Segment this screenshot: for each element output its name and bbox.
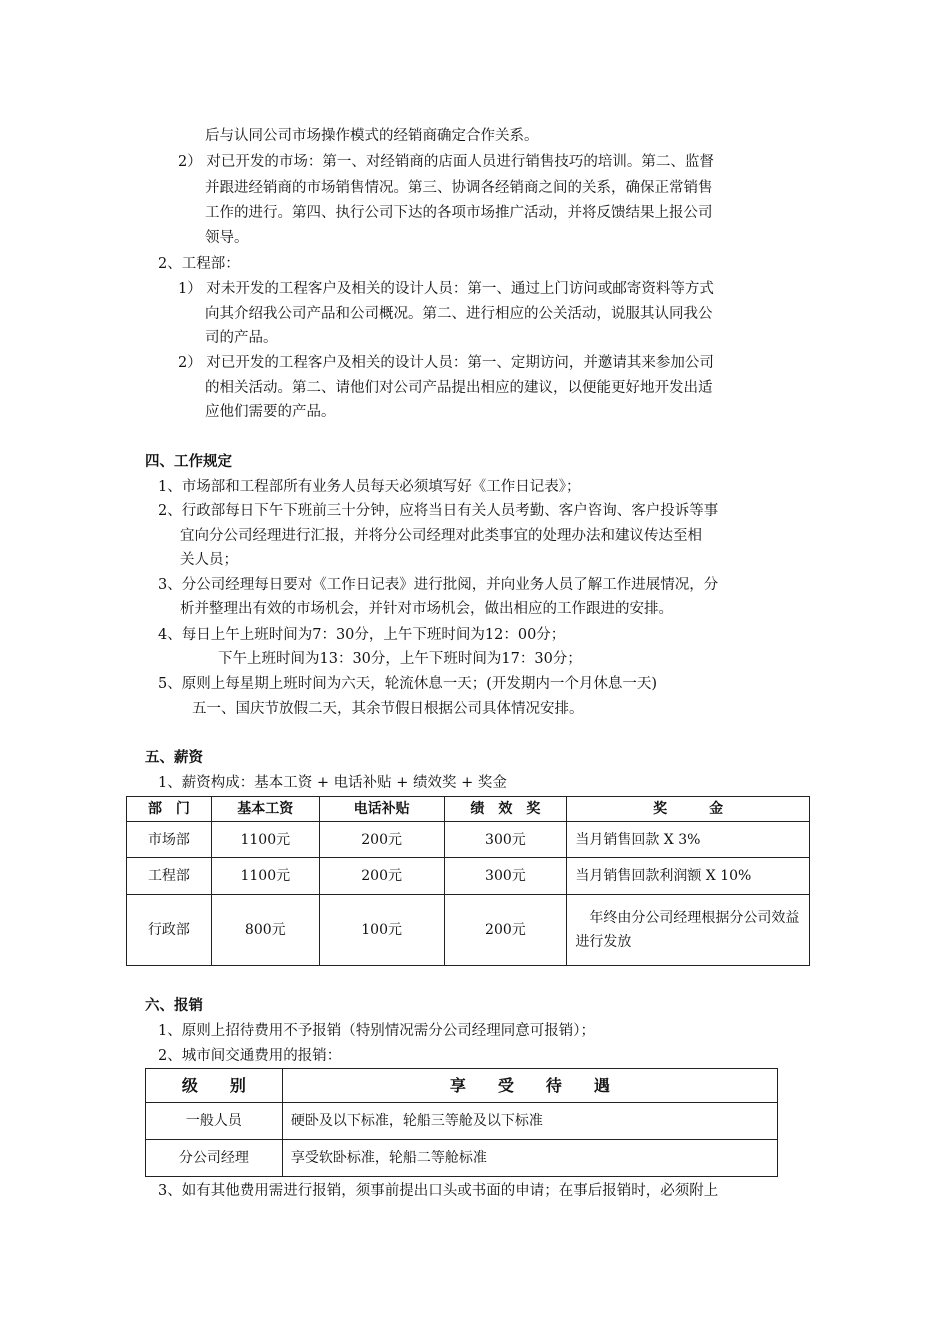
table-cell: 200元 bbox=[319, 858, 444, 895]
table-header-cell: 部 门 bbox=[127, 797, 212, 822]
table-cell: 300元 bbox=[444, 822, 567, 858]
table-header-cell: 奖 金 bbox=[567, 797, 810, 822]
table-cell: 一般人员 bbox=[146, 1103, 283, 1140]
paragraph-line: 司的产品。 bbox=[205, 330, 278, 346]
paragraph-line: 向其介绍我公司产品和公司概况。第二、进行相应的公关活动，说服其认同我公 bbox=[205, 306, 713, 322]
paragraph-line: 的相关活动。第二、请他们对公司产品提出相应的建议，以便能更好地开发出适 bbox=[205, 380, 713, 396]
table-cell: 年终由分公司经理根据分公司效益进行发放 bbox=[567, 895, 810, 966]
paragraph-line: 五一、国庆节放假二天，其余节假日根据公司具体情况安排。 bbox=[192, 701, 584, 717]
table-header-row bbox=[127, 797, 810, 822]
paragraph-line: 3、如有其他费用需进行报销，须事前提出口头或书面的申请；在事后报销时，必须附上 bbox=[158, 1183, 719, 1199]
table-row bbox=[146, 1103, 778, 1140]
paragraph-line: 1、原则上招待费用不予报销（特别情况需分公司经理同意可报销）； bbox=[158, 1023, 595, 1039]
paragraph-line: 2、行政部每日下午下班前三十分钟，应将当日有关人员考勤、客户咨询、客户投诉等事 bbox=[158, 503, 719, 519]
table-header-cell: 级 别 bbox=[146, 1069, 283, 1103]
travel-table bbox=[145, 1068, 778, 1177]
table-cell: 当月销售回款利润额 X 10% bbox=[567, 858, 810, 895]
paragraph-line: 领导。 bbox=[205, 230, 249, 246]
table-cell: 分公司经理 bbox=[146, 1140, 283, 1177]
paragraph-line: 4、每日上午上班时间为7：30分，上午下班时间为12：00分； bbox=[158, 627, 566, 643]
section-heading: 六、报销 bbox=[145, 998, 203, 1014]
paragraph-line: 2、城市间交通费用的报销： bbox=[158, 1048, 342, 1064]
table-cell: 100元 bbox=[319, 895, 444, 966]
table-cell: 1100元 bbox=[211, 822, 319, 858]
table-cell: 享受软卧标准，轮船二等舱标准 bbox=[282, 1140, 777, 1177]
table-cell: 行政部 bbox=[127, 895, 212, 966]
table-cell: 300元 bbox=[444, 858, 567, 895]
table-row bbox=[146, 1140, 778, 1177]
table-header-row bbox=[146, 1069, 778, 1103]
table-cell: 硬卧及以下标准，轮船三等舱及以下标准 bbox=[282, 1103, 777, 1140]
table-header-cell: 享 受 待 遇 bbox=[282, 1069, 777, 1103]
subsection-heading: 2、工程部： bbox=[158, 256, 240, 272]
section-heading: 五、薪资 bbox=[145, 750, 203, 766]
table-row bbox=[127, 822, 810, 858]
paragraph-line: 并跟进经销商的市场销售情况。第三、协调各经销商之间的关系，确保正常销售 bbox=[205, 180, 713, 196]
paragraph-line: 1） 对未开发的工程客户及相关的设计人员：第一、通过上门访问或邮寄资料等方式 bbox=[178, 281, 714, 297]
section-heading: 四、工作规定 bbox=[145, 454, 232, 470]
table-row bbox=[127, 858, 810, 895]
paragraph-line: 应他们需要的产品。 bbox=[205, 404, 336, 420]
paragraph-line: 关人员； bbox=[180, 552, 238, 568]
table-header-cell: 基本工资 bbox=[211, 797, 319, 822]
paragraph-line: 后与认同公司市场操作模式的经销商确定合作关系。 bbox=[205, 128, 539, 144]
paragraph-line: 下午上班时间为13：30分，上午下班时间为17：30分； bbox=[218, 651, 582, 667]
paragraph-line: 析并整理出有效的市场机会，并针对市场机会，做出相应的工作跟进的安排。 bbox=[180, 601, 673, 617]
table-row bbox=[127, 895, 810, 966]
table-cell: 工程部 bbox=[127, 858, 212, 895]
table-cell: 市场部 bbox=[127, 822, 212, 858]
table-cell: 1100元 bbox=[211, 858, 319, 895]
paragraph-line: 宜向分公司经理进行汇报，并将分公司经理对此类事宜的处理办法和建议传达至相 bbox=[180, 528, 702, 544]
paragraph-line: 5、原则上每星期上班时间为六天，轮流休息一天；(开发期内一个月休息一天) bbox=[158, 676, 658, 692]
table-cell: 200元 bbox=[319, 822, 444, 858]
paragraph-line: 3、分公司经理每日要对《工作日记表》进行批阅，并向业务人员了解工作进展情况，分 bbox=[158, 577, 719, 593]
paragraph-line: 1、市场部和工程部所有业务人员每天必须填写好《工作日记表》； bbox=[158, 479, 581, 495]
paragraph-line: 2） 对已开发的市场：第一、对经销商的店面人员进行销售技巧的培训。第二、监督 bbox=[178, 154, 714, 170]
salary-table bbox=[126, 796, 810, 966]
table-header-cell: 绩 效 奖 bbox=[444, 797, 567, 822]
paragraph-line: 1、薪资构成：基本工资 + 电话补贴 + 绩效奖 + 奖金 bbox=[158, 775, 507, 791]
table-header-cell: 电话补贴 bbox=[319, 797, 444, 822]
table-cell: 800元 bbox=[211, 895, 319, 966]
table-cell: 200元 bbox=[444, 895, 567, 966]
paragraph-line: 工作的进行。第四、执行公司下达的各项市场推广活动，并将反馈结果上报公司 bbox=[205, 205, 713, 221]
paragraph-line: 2） 对已开发的工程客户及相关的设计人员：第一、定期访问，并邀请其来参加公司 bbox=[178, 355, 714, 371]
table-cell: 当月销售回款 X 3% bbox=[567, 822, 810, 858]
